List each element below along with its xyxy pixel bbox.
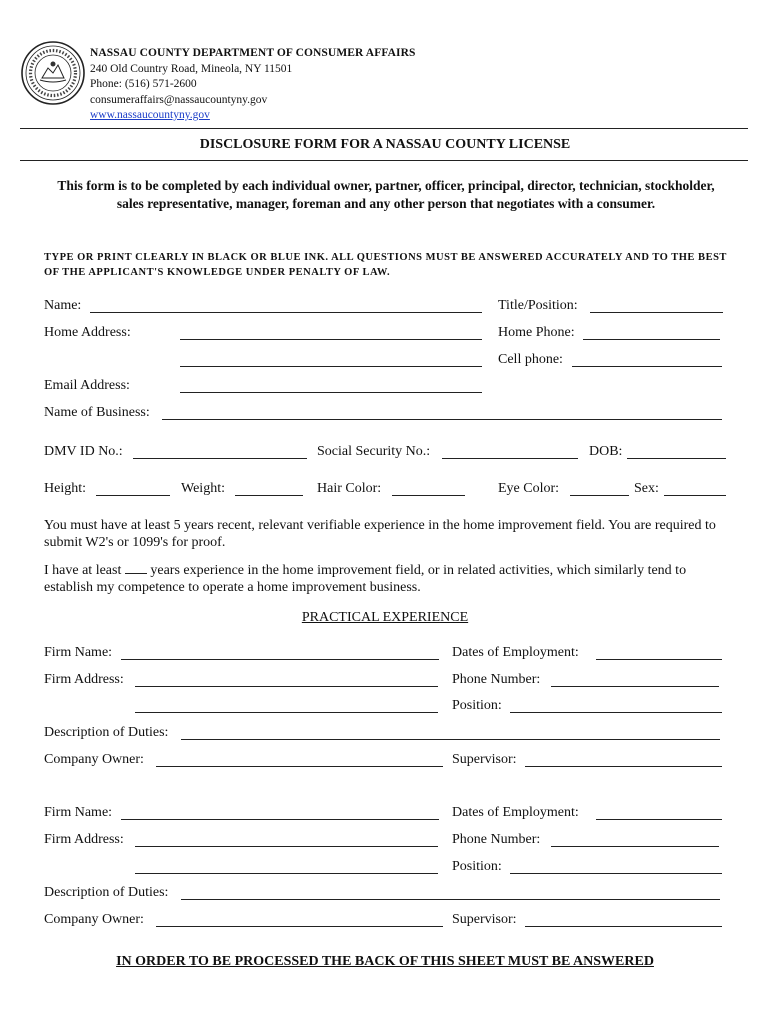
dob-label: DOB: (589, 444, 623, 459)
firm2-supervisor-label: Supervisor: (452, 912, 517, 927)
email-label: Email Address: (44, 378, 130, 393)
firm2-address-label: Firm Address: (44, 832, 124, 847)
weight-field[interactable] (235, 495, 303, 496)
firm2-position-label: Position: (452, 859, 502, 874)
eye-color-label: Eye Color: (498, 481, 560, 496)
firm2-dates-label: Dates of Employment: (452, 805, 579, 820)
firm1-duties-label: Description of Duties: (44, 725, 169, 740)
header-divider (20, 128, 748, 129)
title-position-label: Title/Position: (498, 298, 578, 313)
firm1-supervisor-field[interactable] (525, 766, 722, 767)
department-phone: Phone: (516) 571-2600 (90, 78, 197, 90)
firm2-name-label: Firm Name: (44, 805, 113, 820)
ssn-label: Social Security No.: (317, 444, 431, 459)
department-email: consumeraffairs@nassaucountyny.gov (90, 93, 268, 106)
home-address-field-1[interactable] (180, 339, 482, 340)
weight-label: Weight: (181, 481, 225, 496)
sex-field[interactable] (664, 495, 726, 496)
nassau-county-seal-icon (20, 40, 86, 106)
firm1-position-field[interactable] (510, 712, 722, 713)
experience-statement-suffix: years experience in the home improvement field, or in related activities, which similarly tend to establish my competence to operate a home improvement business. (44, 563, 687, 595)
firm2-owner-field[interactable] (156, 926, 443, 927)
firm2-duties-field[interactable] (181, 899, 720, 900)
eye-color-field[interactable] (570, 495, 629, 496)
cell-phone-field[interactable] (572, 366, 722, 367)
firm2-position-field[interactable] (510, 873, 722, 874)
firm1-name-field[interactable] (121, 659, 439, 660)
firm1-phone-label: Phone Number: (452, 672, 541, 687)
home-address-field-2[interactable] (180, 366, 482, 367)
experience-statement-prefix: I have at least (44, 563, 122, 578)
height-field[interactable] (96, 495, 170, 496)
department-website-link[interactable]: www.nassaucountyny.gov (90, 109, 210, 121)
dob-field[interactable] (627, 458, 726, 459)
firm1-supervisor-label: Supervisor: (452, 752, 517, 767)
firm2-name-field[interactable] (121, 819, 439, 820)
title-divider (20, 160, 748, 161)
experience-requirement-text: You must have at least 5 years recent, relevant verifiable experience in the home improvement field. You are required to submit W2's or 1099's for proof. (44, 518, 716, 550)
hair-color-field[interactable] (392, 495, 465, 496)
name-label: Name: (44, 298, 82, 313)
experience-statement (44, 561, 734, 596)
firm1-dates-label: Dates of Employment: (452, 645, 579, 660)
form-title: DISCLOSURE FORM FOR A NASSAU COUNTY LICENSE (199, 137, 571, 152)
dmv-id-label: DMV ID No.: (44, 444, 123, 459)
home-address-label: Home Address: (44, 325, 131, 340)
height-label: Height: (44, 481, 86, 496)
department-address: 240 Old Country Road, Mineola, NY 11501 (90, 62, 293, 75)
years-experience-field[interactable] (125, 561, 147, 574)
firm1-owner-label: Company Owner: (44, 752, 144, 767)
back-of-sheet-notice: IN ORDER TO BE PROCESSED THE BACK OF THIS SHEET MUST BE ANSWERED (116, 954, 654, 969)
firm1-address-field-1[interactable] (135, 686, 438, 687)
firm2-phone-label: Phone Number: (452, 832, 541, 847)
practical-experience-heading: PRACTICAL EXPERIENCE (301, 610, 469, 625)
firm1-address-label: Firm Address: (44, 672, 124, 687)
firm1-address-field-2[interactable] (135, 712, 438, 713)
home-phone-label: Home Phone: (498, 325, 575, 340)
firm1-name-label: Firm Name: (44, 645, 113, 660)
dmv-id-field[interactable] (133, 458, 307, 459)
instructions-text: TYPE OR PRINT CLEARLY IN BLACK OR BLUE INK. ALL QUESTIONS MUST BE ANSWERED ACCURATELY AND TO THE BEST OF THE APPLICANT'S KNOWLEDGE UNDER PENALTY OF LAW. (44, 252, 727, 278)
firm1-dates-field[interactable] (596, 659, 722, 660)
hair-color-label: Hair Color: (317, 481, 382, 496)
firm2-address-field-1[interactable] (135, 846, 438, 847)
name-field[interactable] (90, 312, 482, 313)
intro-text: This form is to be completed by each individual owner, partner, officer, principal, director, technician, stockholder, sales representative, manager, foreman and any other person that negotiates with a consumer. (57, 178, 715, 211)
firm2-supervisor-field[interactable] (525, 926, 722, 927)
firm2-phone-field[interactable] (551, 846, 719, 847)
home-phone-field[interactable] (583, 339, 720, 340)
cell-phone-label: Cell phone: (498, 352, 563, 367)
business-name-field[interactable] (162, 419, 722, 420)
firm2-dates-field[interactable] (596, 819, 722, 820)
firm1-phone-field[interactable] (551, 686, 719, 687)
firm2-duties-label: Description of Duties: (44, 885, 169, 900)
department-name: NASSAU COUNTY DEPARTMENT OF CONSUMER AFFAIRS (90, 47, 416, 59)
firm2-owner-label: Company Owner: (44, 912, 144, 927)
firm2-address-field-2[interactable] (135, 873, 438, 874)
firm1-position-label: Position: (452, 698, 502, 713)
firm1-duties-field[interactable] (181, 739, 720, 740)
business-name-label: Name of Business: (44, 405, 150, 420)
firm1-owner-field[interactable] (156, 766, 443, 767)
email-field[interactable] (180, 392, 482, 393)
title-position-field[interactable] (590, 312, 723, 313)
ssn-field[interactable] (442, 458, 578, 459)
sex-label: Sex: (634, 481, 659, 496)
